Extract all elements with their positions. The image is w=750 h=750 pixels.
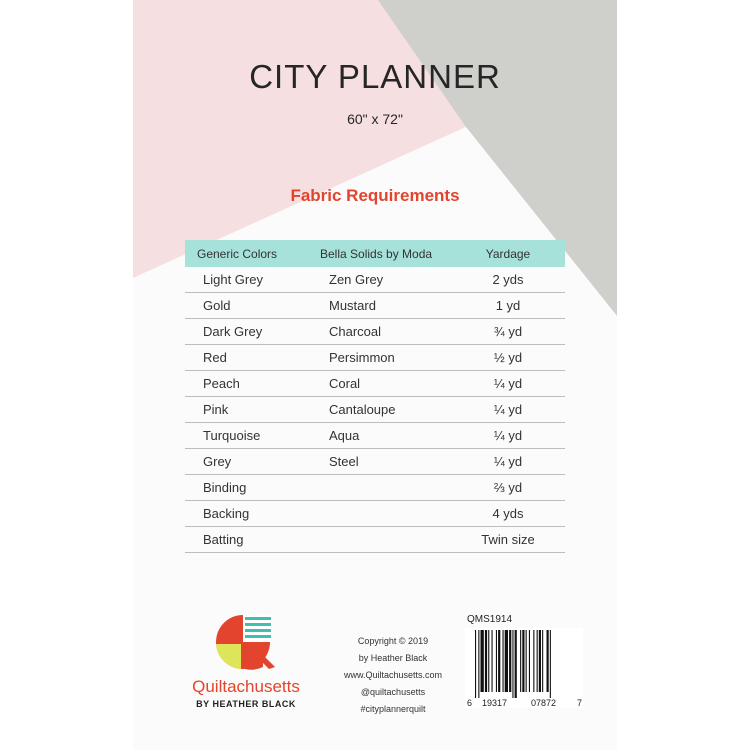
barcode-bar bbox=[475, 630, 476, 698]
table-row bbox=[185, 423, 565, 449]
pattern-title: CITY PLANNER bbox=[249, 58, 501, 95]
cell-yardage: ¼ yd bbox=[493, 376, 523, 391]
pattern-back-cover bbox=[133, 0, 617, 750]
cell-generic-color: Binding bbox=[203, 480, 247, 495]
cell-moda-color: Mustard bbox=[329, 298, 376, 313]
cell-moda-color: Cantaloupe bbox=[329, 402, 396, 417]
brand-name: Quiltachusetts bbox=[192, 677, 300, 696]
table-row bbox=[185, 501, 565, 527]
cell-generic-color: Turquoise bbox=[203, 428, 261, 443]
barcode-bar bbox=[496, 630, 497, 692]
barcode-bar bbox=[485, 630, 487, 692]
cell-generic-color: Batting bbox=[203, 532, 244, 547]
brand-byline: BY HEATHER BLACK bbox=[196, 699, 296, 709]
barcode-bar bbox=[529, 630, 530, 692]
cell-moda-color: Steel bbox=[329, 454, 359, 469]
copyright-line: @quiltachusetts bbox=[360, 687, 426, 697]
table-row bbox=[185, 371, 565, 397]
table-row bbox=[185, 293, 565, 319]
table-row bbox=[185, 527, 565, 553]
barcode-bar bbox=[478, 630, 479, 698]
quiltachusetts-logo-icon bbox=[209, 611, 283, 673]
cell-generic-color: Light Grey bbox=[203, 272, 263, 287]
cell-yardage: 1 yd bbox=[495, 298, 521, 313]
table-row bbox=[185, 475, 565, 501]
barcode-bar bbox=[505, 630, 508, 692]
barcode-bar bbox=[542, 630, 543, 692]
cell-yardage: ¼ yd bbox=[493, 402, 523, 417]
barcode-bar bbox=[481, 630, 484, 692]
barcode-bar bbox=[533, 630, 534, 692]
cell-yardage: ½ yd bbox=[493, 350, 523, 365]
cell-moda-color: Aqua bbox=[329, 428, 360, 443]
cell-generic-color: Red bbox=[203, 350, 227, 365]
barcode-bar bbox=[547, 630, 549, 692]
cell-yardage: ¼ yd bbox=[493, 428, 523, 443]
barcode-bar bbox=[522, 630, 524, 692]
barcode bbox=[465, 628, 583, 708]
cell-yardage: 2 yds bbox=[492, 272, 524, 287]
table-row bbox=[185, 319, 565, 345]
barcode-digits-right: 07872 bbox=[531, 698, 557, 708]
barcode-bar bbox=[488, 630, 489, 692]
cell-yardage: ¾ yd bbox=[493, 324, 523, 339]
fabric-requirements-heading: Fabric Requirements bbox=[290, 186, 460, 205]
barcode-bar bbox=[498, 630, 500, 692]
table-row bbox=[185, 397, 565, 423]
barcode-bar bbox=[520, 630, 521, 692]
barcode-bar bbox=[503, 630, 504, 692]
copyright-line: Copyright © 2019 bbox=[357, 636, 429, 646]
barcode-bar bbox=[526, 630, 527, 692]
barcode-bar bbox=[515, 630, 517, 698]
sku-label: QMS1914 bbox=[467, 614, 513, 625]
cell-moda-color: Persimmon bbox=[329, 350, 395, 365]
barcode-bar bbox=[492, 630, 493, 692]
barcode-bar bbox=[550, 630, 551, 698]
barcode-bar bbox=[512, 630, 513, 698]
cell-moda-color: Charcoal bbox=[329, 324, 382, 339]
cell-generic-color: Grey bbox=[203, 454, 232, 469]
quilt-size: 60" x 72" bbox=[347, 111, 403, 127]
barcode-bar bbox=[509, 630, 511, 692]
table-row bbox=[185, 267, 565, 293]
cell-generic-color: Backing bbox=[203, 506, 250, 521]
copyright-line: by Heather Black bbox=[358, 653, 428, 663]
barcode-bar bbox=[537, 630, 538, 692]
copyright-line: #cityplannerquilt bbox=[360, 704, 426, 714]
table-row bbox=[185, 449, 565, 475]
barcode-digits-left: 19317 bbox=[482, 698, 508, 708]
header-yardage: Yardage bbox=[485, 246, 531, 261]
table-row bbox=[185, 345, 565, 371]
cell-moda-color: Zen Grey bbox=[329, 272, 384, 287]
barcode-digit-last: 7 bbox=[577, 698, 583, 708]
cell-yardage: ¼ yd bbox=[493, 454, 523, 469]
header-generic-colors: Generic Colors bbox=[197, 246, 278, 261]
cell-generic-color: Gold bbox=[203, 298, 231, 313]
barcode-digit-first: 6 bbox=[467, 698, 473, 708]
cell-yardage: 4 yds bbox=[492, 506, 524, 521]
cell-generic-color: Dark Grey bbox=[203, 324, 263, 339]
header-bella-solids: Bella Solids by Moda bbox=[320, 246, 433, 261]
cell-yardage: ⅔ yd bbox=[493, 480, 523, 495]
cell-generic-color: Pink bbox=[203, 402, 229, 417]
copyright-block bbox=[328, 633, 458, 718]
fabric-table bbox=[185, 240, 565, 553]
cell-generic-color: Peach bbox=[203, 376, 240, 391]
copyright-line: www.Quiltachusetts.com bbox=[343, 670, 443, 680]
barcode-bar bbox=[539, 630, 541, 692]
cell-yardage: Twin size bbox=[481, 532, 535, 547]
table-header bbox=[185, 240, 565, 267]
cell-moda-color: Coral bbox=[329, 376, 361, 391]
